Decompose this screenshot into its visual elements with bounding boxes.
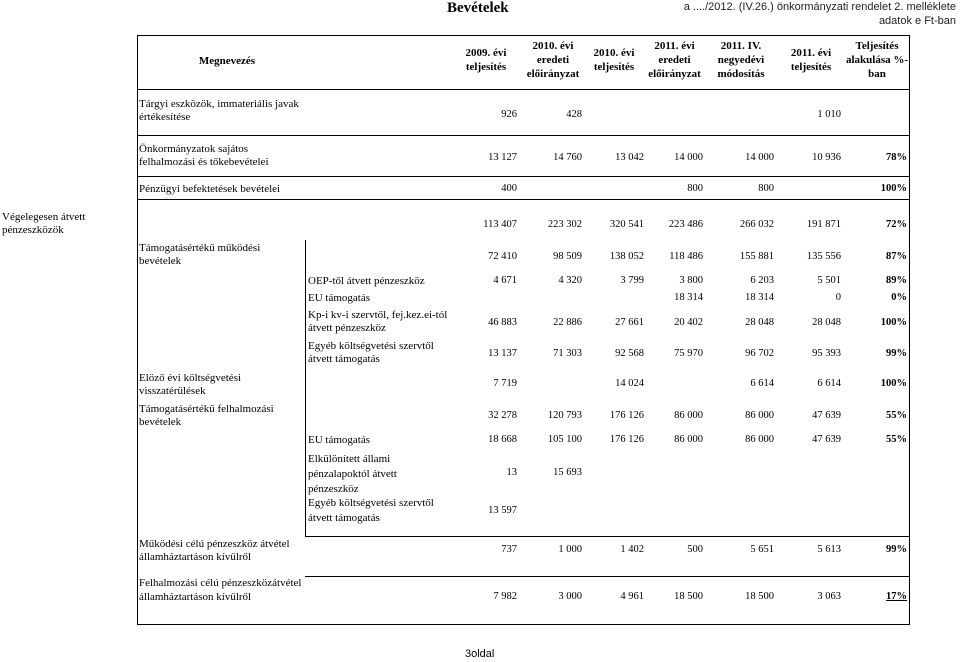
cell-2010-original: 120 793 — [547, 410, 582, 421]
cell-2010-actual: 176 126 — [609, 434, 644, 445]
unit-note: adatok e Ft-ban — [878, 15, 956, 27]
cell-2010-original: 98 509 — [553, 251, 582, 262]
cell-2011-modified: 18 314 — [745, 292, 774, 303]
cell-2011-actual: 10 936 — [812, 152, 841, 163]
cell-2011-modified: 96 702 — [745, 348, 774, 359]
cell-2011-actual: 95 393 — [812, 348, 841, 359]
cell-2010-original: 15 693 — [553, 467, 582, 478]
cell-2010-actual: 176 126 — [609, 410, 644, 421]
cell-2011-modified: 86 000 — [745, 434, 774, 445]
cell-2011-actual: 6 614 — [817, 378, 841, 389]
cell-2011-original: 18 314 — [674, 292, 703, 303]
row-label: Működési célú pénzeszköz átvétel államháztartáson kívülről — [139, 538, 290, 563]
cell-2011-actual: 0 — [835, 292, 841, 303]
cell-2009: 46 883 — [488, 317, 517, 328]
cell-2009: 13 — [506, 467, 517, 478]
cell-2009: 4 671 — [493, 275, 517, 286]
row-label: OEP-től átvett pénzeszköz — [308, 275, 425, 287]
cell-2011-original: 118 486 — [669, 251, 703, 262]
cell-2009: 737 — [501, 544, 517, 555]
cell-2009: 72 410 — [488, 251, 517, 262]
cell-2010-actual: 1 402 — [620, 544, 644, 555]
cell-2011-modified: 6 203 — [750, 275, 774, 286]
cell-percent: 72% — [886, 219, 907, 230]
row-label: Támogatásértékű felhalmozási bevételek — [139, 403, 274, 428]
row-label: Egyéb költségvetési szervtől átvett támogatás — [308, 497, 434, 524]
cell-2011-actual: 3 063 — [817, 591, 841, 602]
cell-2011-original: 75 970 — [674, 348, 703, 359]
row-label: EU támogatás — [308, 292, 371, 304]
cell-2010-actual: 320 541 — [609, 219, 644, 230]
cell-2011-modified: 5 651 — [750, 544, 774, 555]
cell-2011-original: 500 — [687, 544, 703, 555]
cell-2009: 13 137 — [488, 348, 517, 359]
cell-2011-actual: 47 639 — [812, 410, 841, 421]
cell-percent: 55% — [886, 434, 907, 445]
cell-2011-actual: 191 871 — [806, 219, 841, 230]
cell-2009: 113 407 — [483, 219, 517, 230]
col-header-2011-actual: 2011. évi teljesítés — [790, 47, 832, 73]
col-header-2010-original: 2010. évi eredeti előirányzat — [526, 40, 580, 80]
col-header-name: Megnevezés — [198, 55, 256, 67]
cell-2011-original: 20 402 — [674, 317, 703, 328]
row-label: Tárgyi eszközök, immateriális javak értékesítése — [139, 98, 299, 123]
cell-2010-original: 3 000 — [558, 591, 582, 602]
cell-2011-modified: 14 000 — [745, 152, 774, 163]
cell-2009: 7 982 — [493, 591, 517, 602]
cell-2011-actual: 47 639 — [812, 434, 841, 445]
cell-percent: 78% — [886, 152, 907, 163]
row-label: Támogatásértékű működési bevételek — [139, 242, 261, 267]
cell-2011-original: 18 500 — [674, 591, 703, 602]
cell-2010-original: 428 — [566, 109, 582, 120]
cell-2010-actual: 138 052 — [609, 251, 644, 262]
row-label: Elkülönített állami pénzalapoktól átvett pénzeszköz — [308, 453, 397, 495]
cell-2011-modified: 800 — [758, 183, 774, 194]
cell-2009: 7 719 — [493, 378, 517, 389]
col-header-completion-percent: Teljesítés alakulása %-ban — [845, 40, 909, 80]
cell-2010-original: 4 320 — [558, 275, 582, 286]
cell-2009: 13 127 — [488, 152, 517, 163]
cell-percent: 99% — [886, 544, 907, 555]
row-label: Egyéb költségvetési szervtől átvett támogatás — [308, 340, 434, 365]
cell-2010-actual: 3 799 — [620, 275, 644, 286]
cell-percent: 87% — [886, 251, 907, 262]
cell-2011-actual: 1 010 — [817, 109, 841, 120]
page-title: Bevételek — [447, 0, 509, 16]
cell-2010-original: 71 303 — [553, 348, 582, 359]
cell-2010-actual: 14 024 — [615, 378, 644, 389]
col-header-2011-q4-modification: 2011. IV. negyedévi módosítás — [717, 40, 765, 80]
cell-percent: 89% — [886, 275, 907, 286]
cell-2009: 926 — [501, 109, 517, 120]
row-label: Pénzügyi befektetések bevételei — [139, 183, 281, 195]
cell-percent: 100% — [880, 378, 907, 389]
cell-2010-actual: 13 042 — [615, 152, 644, 163]
cell-2011-original: 800 — [687, 183, 703, 194]
cell-2010-actual: 4 961 — [620, 591, 644, 602]
cell-2009: 13 597 — [488, 505, 517, 516]
cell-2011-original: 14 000 — [674, 152, 703, 163]
cell-2011-modified: 155 881 — [739, 251, 774, 262]
row-label: Kp-i kv-i szervtől, fej.kez.ei-tól átvett pénzeszköz — [308, 309, 448, 334]
row-label: Elöző évi költségvetési visszatérülések — [139, 372, 242, 397]
regulation-reference: a ..../2012. (IV.26.) önkormányzati rendelet 2. melléklete — [683, 1, 956, 13]
cell-2011-actual: 28 048 — [812, 317, 841, 328]
row-label: Önkormányzatok sajátos felhalmozási és tőkebevételei — [139, 143, 269, 168]
col-header-2011-original: 2011. évi eredeti előirányzat — [648, 40, 701, 80]
cell-percent: 100% — [880, 317, 907, 328]
cell-2011-modified: 266 032 — [739, 219, 774, 230]
cell-2011-original: 3 800 — [679, 275, 703, 286]
cell-2011-modified: 86 000 — [745, 410, 774, 421]
cell-2010-original: 22 886 — [553, 317, 582, 328]
cell-2011-modified: 6 614 — [750, 378, 774, 389]
cell-percent: 55% — [886, 410, 907, 421]
row-label: Végelegesen átvett pénzeszközök — [2, 211, 86, 236]
col-header-2009-actual: 2009. évi teljesítés — [465, 47, 507, 73]
cell-2010-original: 223 302 — [547, 219, 582, 230]
cell-2011-actual: 135 556 — [806, 251, 841, 262]
cell-2009: 18 668 — [488, 434, 517, 445]
cell-2010-actual: 92 568 — [615, 348, 644, 359]
cell-2009: 400 — [501, 183, 517, 194]
cell-2011-original: 86 000 — [674, 410, 703, 421]
row-label: Felhalmozási célú pénzeszközátvétel államháztartáson kívülről — [139, 577, 302, 603]
cell-2011-modified: 18 500 — [745, 591, 774, 602]
cell-percent: 17% — [886, 591, 907, 602]
cell-2010-actual: 27 661 — [615, 317, 644, 328]
cell-2011-modified: 28 048 — [745, 317, 774, 328]
cell-2009: 32 278 — [488, 410, 517, 421]
cell-2011-actual: 5 501 — [817, 275, 841, 286]
cell-percent: 99% — [886, 348, 907, 359]
cell-2010-original: 1 000 — [558, 544, 582, 555]
page-number: 3oldal — [465, 648, 495, 660]
cell-2011-original: 223 486 — [668, 219, 703, 230]
cell-percent: 100% — [880, 183, 907, 194]
cell-2011-actual: 5 613 — [817, 544, 841, 555]
cell-2010-original: 105 100 — [547, 434, 582, 445]
cell-2010-original: 14 760 — [553, 152, 582, 163]
cell-percent: 0% — [891, 292, 907, 303]
cell-2011-original: 86 000 — [674, 434, 703, 445]
row-label: EU támogatás — [308, 434, 371, 446]
col-header-2010-actual: 2010. évi teljesítés — [593, 47, 635, 73]
